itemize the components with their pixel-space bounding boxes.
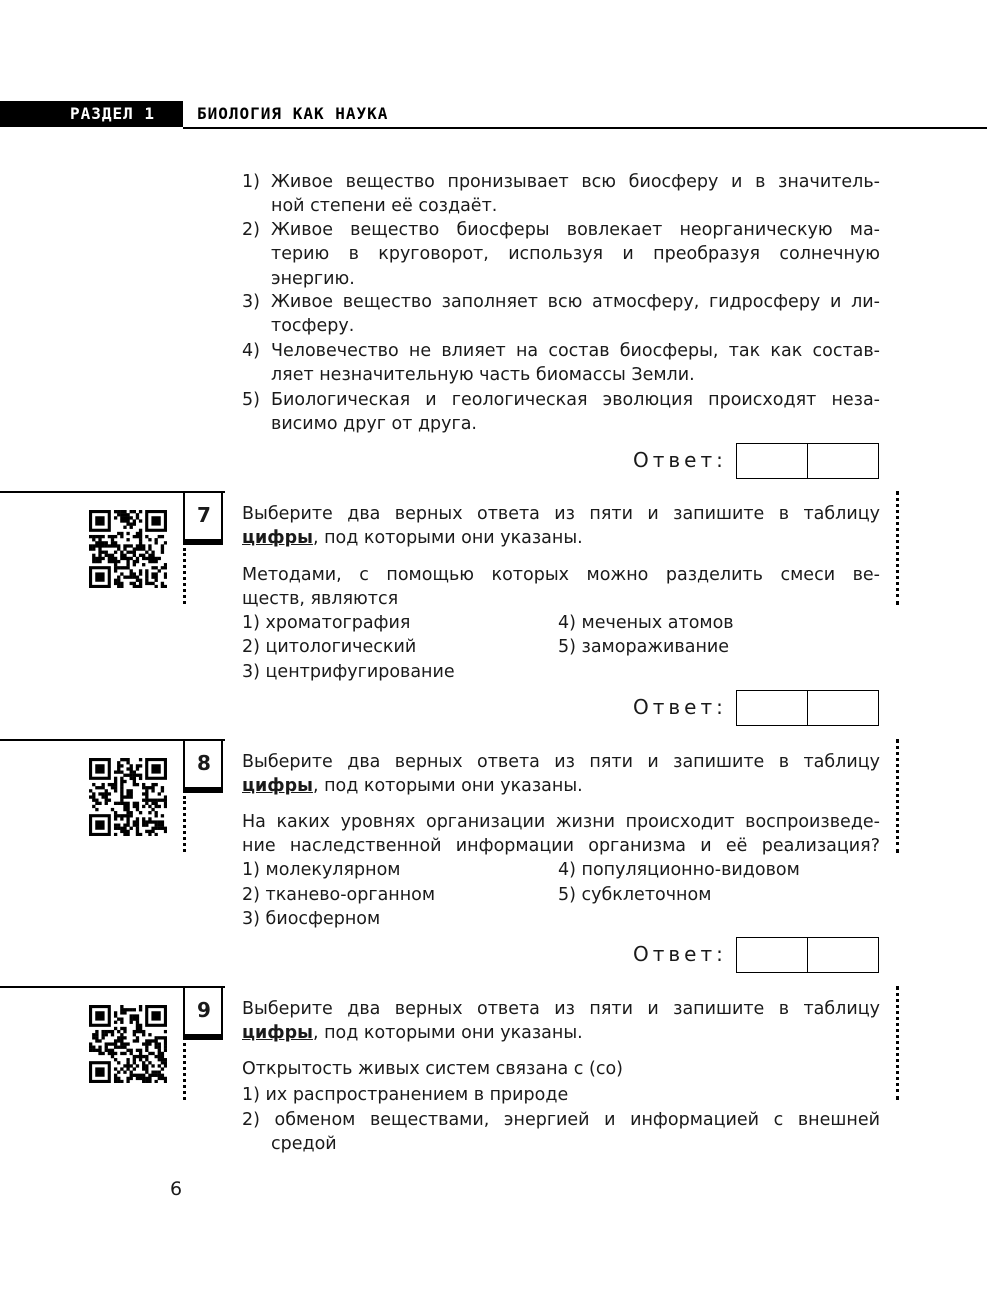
task-8-option-5: 5) субклеточном	[558, 885, 712, 905]
section-label-box	[0, 101, 183, 127]
task-number: 9	[197, 998, 211, 1022]
task-9-right-dashes	[896, 986, 899, 1100]
prev-option-5: 5) Биологическая и геологическая эволюция происходят неза- висимо друг от друга.	[242, 390, 880, 435]
answer-label: Ответ:	[633, 448, 727, 472]
qr-code-icon[interactable]	[89, 510, 167, 588]
answer-row-8	[633, 937, 880, 973]
task-8-option-1: 1) молекулярном	[242, 860, 401, 880]
task-7-question: Методами, с помощью которых можно разделить смеси ве- ществ, являются	[242, 565, 880, 610]
task-7-option-5: 5) замораживание	[558, 637, 730, 657]
task-8-option-2: 2) тканево-органном	[242, 885, 436, 905]
answer-cell-2[interactable]	[807, 690, 879, 726]
task-7-left-dashes	[183, 548, 186, 604]
task-number: 8	[197, 751, 211, 775]
qr-code-icon[interactable]	[89, 1005, 167, 1083]
answer-label: Ответ:	[633, 942, 727, 966]
task-8-question: На каких уровнях организации жизни происходит воспроизведе- ние наследственной информации организма и её реализация?	[242, 812, 880, 857]
task-8-instruction: Выберите два верных ответа из пяти и запишите в таблицу цифры, под которыми они указаны.	[242, 752, 880, 797]
prev-option-3: 3) Живое вещество заполняет всю атмосферу, гидросферу и ли- тосферу.	[242, 292, 880, 337]
qr-code-icon[interactable]	[89, 758, 167, 836]
section-title: БИОЛОГИЯ КАК НАУКА	[197, 104, 389, 123]
task-8-option-4: 4) популяционно-видовом	[558, 860, 800, 880]
task-7-option-4: 4) меченых атомов	[558, 613, 734, 633]
answer-cell-1[interactable]	[736, 443, 808, 479]
task-8-left-dashes	[183, 796, 186, 852]
page-number: 6	[170, 1178, 183, 1200]
task-9-option-1: 1) их распространением в природе	[242, 1085, 569, 1105]
task-7-option-1: 1) хроматография	[242, 613, 411, 633]
section-label: РАЗДЕЛ 1	[70, 104, 156, 123]
task-8-option-3: 3) биосферном	[242, 909, 381, 929]
answer-cell-2[interactable]	[807, 937, 879, 973]
answer-label: Ответ:	[633, 695, 727, 719]
task-9-question: Открытость живых систем связана с (со)	[242, 1059, 623, 1079]
answer-cell-1[interactable]	[736, 690, 808, 726]
task-7-right-dashes	[896, 491, 899, 605]
task-8-right-dashes	[896, 739, 899, 853]
task-8-number-box	[183, 741, 223, 793]
task-9-instruction: Выберите два верных ответа из пяти и запишите в таблицу цифры, под которыми они указаны.	[242, 999, 880, 1044]
task-9-left-dashes	[183, 1043, 186, 1100]
prev-option-2: 2) Живое вещество биосферы вовлекает неорганическую ма- терию в круговорот, используя и преобразуя солнечную энергию.	[242, 220, 880, 289]
task-7-instruction: Выберите два верных ответа из пяти и запишите в таблицу цифры, под которыми они указаны.	[242, 504, 880, 549]
prev-option-1: 1) Живое вещество пронизывает всю биосферу и в значитель- ной степени её создаёт.	[242, 172, 880, 217]
task-number: 7	[197, 503, 211, 527]
task-7-option-2: 2) цитологический	[242, 637, 417, 657]
task-7-option-3: 3) центрифугирование	[242, 662, 455, 682]
task-7-number-box	[183, 493, 223, 545]
answer-cell-1[interactable]	[736, 937, 808, 973]
prev-option-4: 4) Человечество не влияет на состав биосферы, так как состав- ляет незначительную часть биомассы Земли.	[242, 341, 880, 386]
section-header	[0, 101, 987, 129]
header-rule	[183, 127, 987, 129]
task-9-option-2: 2) обменом веществами, энергией и информацией с внешней средой	[242, 1110, 880, 1155]
task-9-number-box	[183, 988, 223, 1040]
answer-cell-2[interactable]	[807, 443, 879, 479]
answer-row-6	[633, 443, 880, 479]
answer-row-7	[633, 690, 880, 726]
